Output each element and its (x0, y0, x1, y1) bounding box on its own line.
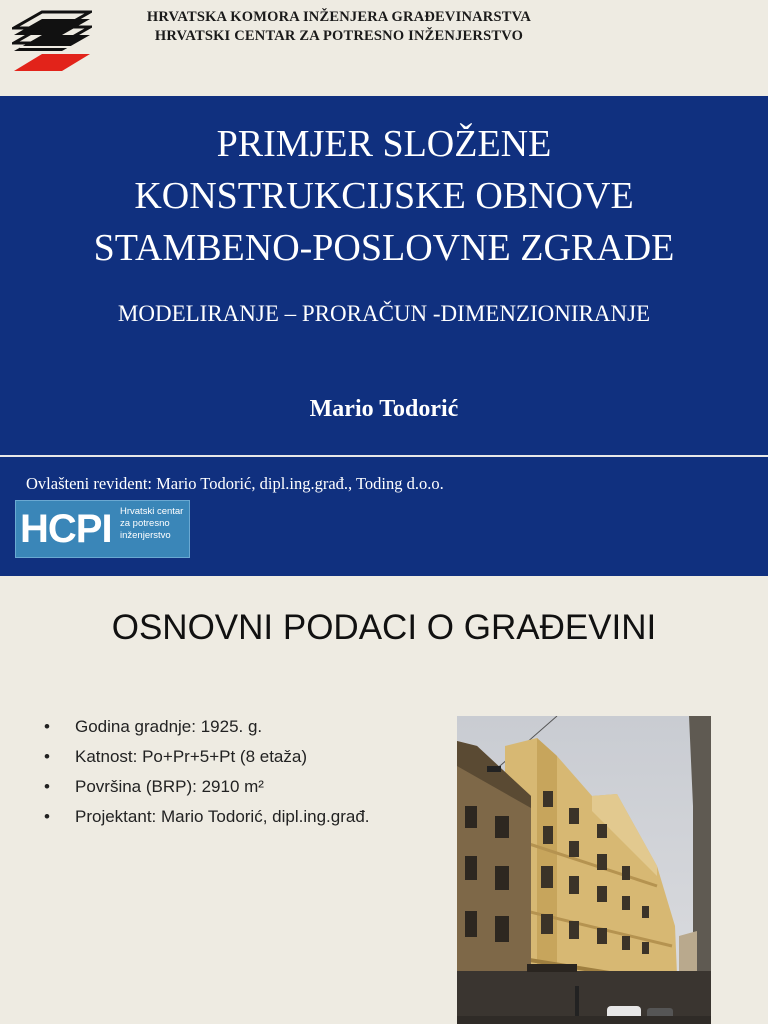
fact-year: Godina gradnje: 1925. g. (75, 717, 263, 736)
bullet-icon: • (44, 777, 50, 796)
slide-title (0, 118, 768, 274)
list-item (44, 742, 370, 772)
facts-list (44, 712, 370, 832)
divider-line (0, 455, 768, 457)
org-line-1: HRVATSKA KOMORA INŽENJERA GRAĐEVINARSTVA (146, 9, 532, 25)
bullet-icon: • (44, 807, 50, 826)
fact-designer: Projektant: Mario Todorić, dipl.ing.građ. (75, 807, 370, 826)
section-title: OSNOVNI PODACI O GRAĐEVINI (111, 608, 657, 647)
fact-area: Površina (BRP): 2910 m² (75, 777, 264, 796)
list-item (44, 772, 370, 802)
hcpi-text-line-3: inženjerstvo (120, 530, 171, 541)
title-line-2: KONSTRUKCIJSKE OBNOVE (134, 175, 634, 217)
org-line-2: HRVATSKI CENTAR ZA POTRESNO INŽENJERSTVO (154, 28, 524, 44)
title-line-1: PRIMJER SLOŽENE (216, 123, 552, 165)
title-band (0, 96, 768, 576)
bullet-icon: • (44, 717, 50, 736)
hcpi-text-line-2: za potresno (120, 518, 170, 529)
building-photo (457, 716, 711, 1024)
hcpi-logo-text (120, 506, 190, 542)
slide-subtitle: MODELIRANJE – PRORAČUN -DIMENZIONIRANJE (117, 301, 651, 326)
org-header (0, 0, 768, 96)
author-name: Mario Todorić (309, 396, 459, 422)
hcpi-logo (15, 500, 190, 558)
fact-floors: Katnost: Po+Pr+5+Pt (8 etaža) (75, 747, 307, 766)
hcpi-text-line-1: Hrvatski centar (120, 506, 184, 517)
hkig-logo-icon (12, 10, 92, 72)
list-item (44, 802, 370, 832)
org-name (104, 8, 574, 46)
revident-line: Ovlašteni revident: Mario Todorić, dipl.ing.građ., Toding d.o.o. (26, 474, 444, 493)
list-item (44, 712, 370, 742)
title-line-3: STAMBENO-POSLOVNE ZGRADE (93, 227, 675, 269)
hcpi-logo-mark: HCPI (20, 507, 112, 551)
bullet-icon: • (44, 747, 50, 766)
